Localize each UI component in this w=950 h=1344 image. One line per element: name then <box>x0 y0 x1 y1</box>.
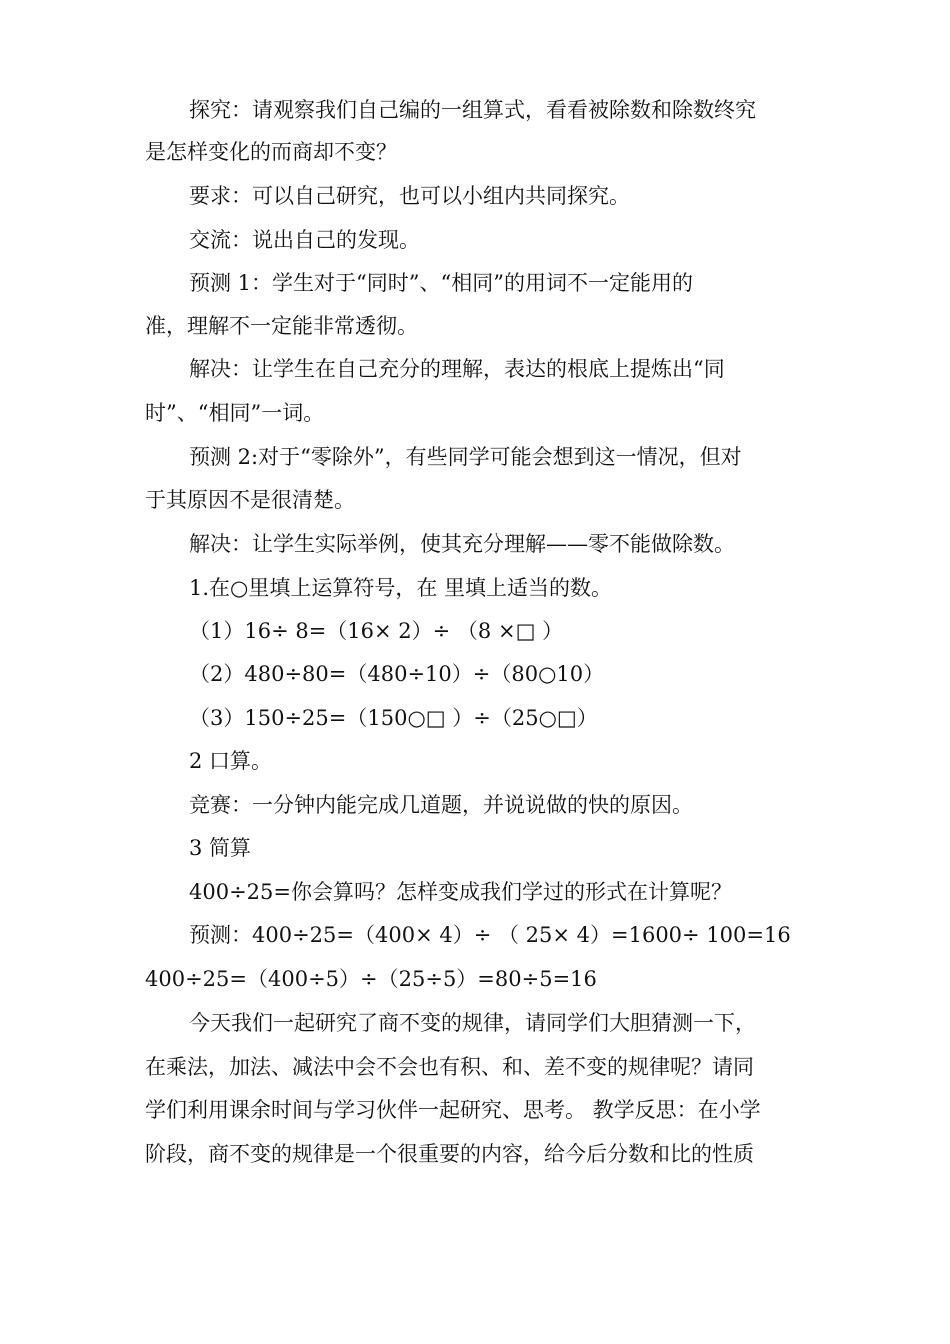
text-line: 交流：说出自己的发现。 <box>189 228 420 252</box>
text-line: （3）150÷25=（150○□ ）÷（25○□） <box>189 706 598 730</box>
text-line: 要求：可以自己研究，也可以小组内共同探究。 <box>189 184 630 208</box>
text-line: 预测 1：学生对于“同时”、“相同”的用词不一定能用的 <box>189 271 693 295</box>
text-line: 解决：让学生实际举例，使其充分理解——零不能做除数。 <box>189 532 735 556</box>
text-line: 400÷25=你会算吗？怎样变成我们学过的形式在计算呢？ <box>189 880 732 904</box>
text-line: 探究：请观察我们自己编的一组算式，看看被除数和除数终究 <box>189 98 756 122</box>
text-line: 时”、“相同”一词。 <box>145 401 325 425</box>
text-line: 是怎样变化的而商却不变？ <box>145 140 397 164</box>
text-line: 解决：让学生在自己充分的理解，表达的根底上提炼出“同 <box>189 357 725 381</box>
text-line: 学们利用课余时间与学习伙伴一起研究、思考。 教学反思：在小学 <box>145 1098 761 1122</box>
text-line: 今天我们一起研究了商不变的规律，请同学们大胆猜测一下， <box>189 1011 756 1035</box>
text-line: 在乘法，加法、减法中会不会也有积、和、差不变的规律呢？请同 <box>145 1055 754 1079</box>
text-line: 于其原因不是很清楚。 <box>145 488 355 512</box>
text-line: 准，理解不一定能非常透彻。 <box>145 314 418 338</box>
text-line: （1）16÷ 8=（16× 2）÷ （8 ×□ ） <box>189 619 564 643</box>
text-line: 3 简算 <box>189 836 252 860</box>
text-line: 预测 2:对于“零除外”，有些同学可能会想到这一情况，但对 <box>189 445 742 469</box>
text-line: 竞赛：一分钟内能完成几道题，并说说做的快的原因。 <box>189 793 693 817</box>
text-line: （2）480÷80=（480÷10）÷（80○10） <box>189 662 605 686</box>
text-line: 预测：400÷25=（400× 4）÷ （ 25× 4）=1600÷ 100=16 <box>189 923 791 947</box>
text-line: 400÷25=（400÷5）÷（25÷5）=80÷5=16 <box>145 967 597 991</box>
text-line: 1.在○里填上运算符号，在 里填上适当的数。 <box>189 576 613 600</box>
text-line: 阶段，商不变的规律是一个很重要的内容，给今后分数和比的性质 <box>145 1142 754 1166</box>
text-line: 2 口算。 <box>189 749 273 773</box>
